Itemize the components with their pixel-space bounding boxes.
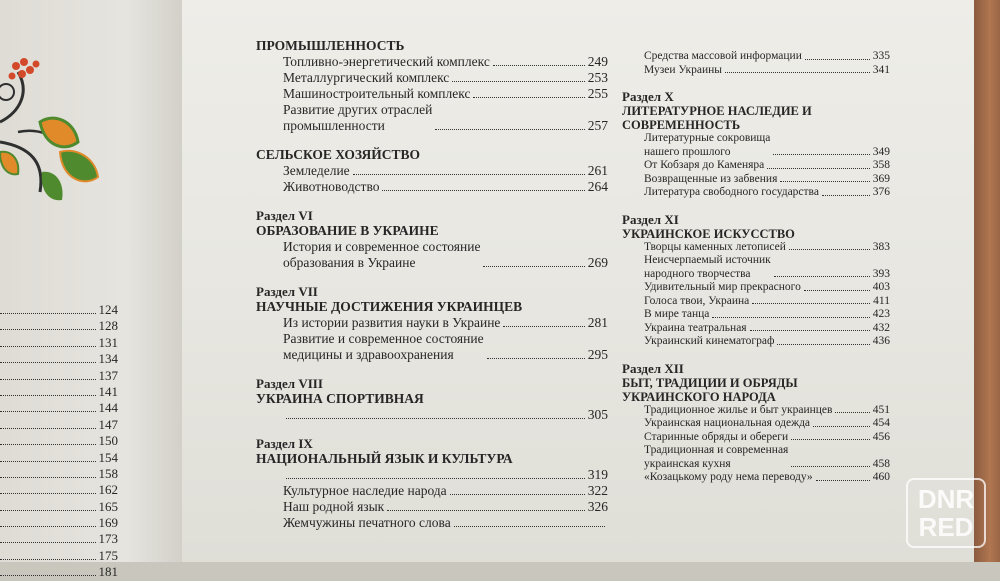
toc-entry[interactable] bbox=[256, 331, 608, 363]
left-number-row: 131 bbox=[0, 335, 118, 351]
watermark-line-1: DNR bbox=[917, 484, 975, 514]
dot-leader bbox=[487, 358, 585, 359]
toc-entry[interactable] bbox=[622, 295, 890, 309]
entry-title: Удивительный мир прекрасного bbox=[644, 281, 801, 293]
dot-leader bbox=[750, 330, 870, 331]
dot-leader bbox=[773, 154, 869, 155]
left-number-row: 158 bbox=[0, 466, 118, 482]
dot-leader bbox=[791, 466, 869, 467]
section-title: ПРОМЫШЛЕННОСТЬ bbox=[256, 38, 405, 53]
entry-page-number: 423 bbox=[872, 308, 890, 320]
left-number-row: 165 bbox=[0, 499, 118, 515]
toc-section bbox=[622, 361, 890, 485]
dot-leader bbox=[712, 317, 869, 318]
toc-right-column bbox=[622, 50, 890, 497]
entry-page-number: 335 bbox=[872, 50, 890, 62]
entry-title: Старинные обряды и обереги bbox=[644, 430, 789, 443]
entry-page-number: 369 bbox=[872, 172, 890, 185]
entry-title: Украина театральная bbox=[644, 321, 747, 334]
toc-section bbox=[256, 38, 608, 134]
dot-leader bbox=[483, 266, 584, 267]
entry-page-number: 454 bbox=[872, 417, 890, 429]
toc-entry[interactable] bbox=[622, 471, 890, 485]
section-title: ОБРАЗОВАНИЕ В УКРАИНЕ bbox=[256, 223, 439, 238]
dot-leader bbox=[789, 249, 870, 250]
toc-entry[interactable] bbox=[256, 499, 608, 515]
left-number-row: 150 bbox=[0, 433, 118, 449]
entry-page-number: 436 bbox=[872, 335, 890, 347]
entry-title: Средства массовой информации bbox=[644, 50, 802, 62]
toc-entry[interactable] bbox=[256, 102, 608, 134]
dot-leader bbox=[774, 276, 870, 277]
dot-leader bbox=[725, 72, 870, 73]
toc-entry[interactable] bbox=[256, 315, 608, 331]
entry-page-number: 269 bbox=[587, 255, 608, 270]
left-page bbox=[0, 0, 182, 580]
dot-leader bbox=[382, 190, 584, 191]
entry-title: Неисчерпаемый источник народного творчества bbox=[644, 254, 771, 280]
toc-entry[interactable] bbox=[622, 322, 890, 336]
entry-page-number: 376 bbox=[872, 186, 890, 198]
dot-leader bbox=[777, 344, 869, 345]
dot-leader bbox=[804, 290, 870, 291]
entry-page-number: 411 bbox=[873, 294, 890, 307]
toc-entry[interactable] bbox=[256, 163, 608, 179]
section-label: Раздел VIII bbox=[256, 376, 323, 391]
entry-title: В мире танца bbox=[644, 308, 710, 320]
toc-entry[interactable] bbox=[256, 70, 608, 86]
entry-title: Из истории развития науки в Украине bbox=[283, 315, 501, 330]
entry-page-number: 451 bbox=[872, 403, 890, 416]
toc-entry[interactable] bbox=[256, 407, 608, 423]
toc-entry[interactable] bbox=[622, 254, 890, 281]
toc-entry[interactable] bbox=[256, 179, 608, 195]
dot-leader bbox=[473, 97, 584, 98]
entry-page-number: 456 bbox=[872, 430, 890, 443]
entry-page-number: 261 bbox=[587, 163, 608, 178]
toc-entry[interactable] bbox=[256, 86, 608, 102]
entry-page-number: 349 bbox=[872, 145, 890, 158]
section-label: Раздел IX bbox=[256, 436, 313, 451]
entry-title: Наш родной язык bbox=[283, 499, 385, 514]
entry-title: Топливно-энергетический комплекс bbox=[283, 54, 490, 69]
dot-leader bbox=[503, 326, 584, 327]
entry-title: Возвращенные из забвения bbox=[644, 172, 778, 185]
dot-leader bbox=[387, 510, 585, 511]
dot-leader bbox=[780, 181, 869, 182]
entry-page-number: 383 bbox=[872, 240, 890, 253]
toc-entry[interactable] bbox=[622, 173, 890, 187]
toc-section bbox=[622, 89, 890, 200]
toc-middle-column bbox=[256, 38, 608, 544]
left-number-row: 154 bbox=[0, 450, 118, 466]
toc-entry[interactable] bbox=[622, 417, 890, 431]
entry-page-number: 305 bbox=[587, 407, 608, 422]
toc-entry[interactable] bbox=[622, 50, 890, 64]
dot-leader bbox=[813, 426, 870, 427]
toc-entry[interactable] bbox=[622, 281, 890, 295]
dot-leader bbox=[791, 439, 870, 440]
dot-leader bbox=[752, 303, 870, 304]
toc-section bbox=[256, 436, 608, 531]
section-title: СЕЛЬСКОЕ ХОЗЯЙСТВО bbox=[256, 147, 420, 162]
left-number-row: 141 bbox=[0, 384, 118, 400]
toc-entry[interactable] bbox=[622, 159, 890, 173]
dot-leader bbox=[450, 494, 585, 495]
dot-leader bbox=[822, 195, 870, 196]
entry-title: Животноводство bbox=[283, 179, 380, 194]
entry-page-number: 358 bbox=[872, 159, 890, 171]
toc-entry[interactable] bbox=[622, 241, 890, 255]
toc-entry[interactable] bbox=[622, 404, 890, 418]
entry-page-number: 341 bbox=[872, 63, 890, 76]
section-label: Раздел VII bbox=[256, 284, 318, 299]
toc-entry[interactable] bbox=[622, 431, 890, 445]
toc-section bbox=[256, 376, 608, 423]
entry-page-number: 295 bbox=[587, 347, 608, 362]
entry-title: История и современное состояние образования в Украине bbox=[283, 239, 481, 270]
dot-leader bbox=[816, 480, 870, 481]
left-number-row: 137 bbox=[0, 368, 118, 384]
entry-page-number: 264 bbox=[587, 179, 608, 194]
entry-title: От Кобзаря до Каменяра bbox=[644, 159, 765, 171]
entry-title: Машиностроительный комплекс bbox=[283, 86, 471, 101]
entry-page-number: 458 bbox=[872, 457, 890, 470]
left-number-row: 173 bbox=[0, 531, 118, 547]
toc-entry[interactable] bbox=[256, 54, 608, 70]
toc-entry[interactable] bbox=[622, 186, 890, 200]
left-number-row: 134 bbox=[0, 351, 118, 367]
entry-page-number: 253 bbox=[587, 70, 608, 85]
entry-page-number: 403 bbox=[872, 281, 890, 293]
dot-leader bbox=[353, 174, 585, 175]
toc-entry[interactable] bbox=[622, 64, 890, 78]
dot-leader bbox=[835, 412, 869, 413]
section-label: Раздел XII bbox=[622, 360, 684, 376]
toc-entry[interactable] bbox=[256, 515, 608, 531]
entry-title: Голоса твои, Украина bbox=[644, 294, 750, 307]
dot-leader bbox=[435, 129, 584, 130]
entry-page-number: 460 bbox=[872, 471, 890, 483]
dot-leader bbox=[454, 526, 605, 527]
dot-leader bbox=[286, 478, 585, 479]
left-number-row: 162 bbox=[0, 482, 118, 498]
entry-page-number: 393 bbox=[872, 267, 890, 280]
left-number-row: 175 bbox=[0, 548, 118, 564]
entry-title: Музеи Украины bbox=[644, 63, 722, 76]
entry-page-number: 322 bbox=[587, 483, 608, 498]
left-number-row: 181 bbox=[0, 564, 118, 580]
left-number-row: 144 bbox=[0, 400, 118, 416]
toc-entry[interactable] bbox=[622, 444, 890, 471]
entry-title: «Козацькому роду нема переводу» bbox=[644, 471, 813, 483]
section-label: Раздел VI bbox=[256, 208, 313, 223]
section-label: Раздел XI bbox=[622, 211, 679, 227]
watermark-line-2: RED bbox=[918, 512, 974, 542]
left-number-row: 128 bbox=[0, 318, 118, 334]
entry-title: Литературные сокровища нашего прошлого bbox=[644, 132, 771, 158]
section-title: НАУЧНЫЕ ДОСТИЖЕНИЯ УКРАИНЦЕВ bbox=[256, 299, 523, 314]
section-label: Раздел X bbox=[622, 89, 674, 104]
dot-leader bbox=[286, 418, 585, 419]
toc-entry[interactable] bbox=[622, 335, 890, 349]
toc-section bbox=[256, 147, 608, 195]
entry-page-number: 326 bbox=[587, 499, 608, 514]
toc-section bbox=[622, 212, 890, 349]
section-title: УКРАИНСКОЕ ИСКУССТВО bbox=[622, 226, 795, 241]
dot-leader bbox=[805, 59, 870, 60]
toc-section bbox=[256, 208, 608, 271]
entry-title: Металлургический комплекс bbox=[283, 70, 450, 85]
toc-entry[interactable] bbox=[256, 239, 608, 271]
entry-page-number: 257 bbox=[587, 118, 608, 133]
floral-ornament-icon bbox=[0, 52, 110, 212]
left-number-row: 124 bbox=[0, 302, 118, 318]
toc-entry[interactable] bbox=[622, 308, 890, 322]
section-title: БЫТ, ТРАДИЦИИ И ОБРЯДЫ УКРАИНСКОГО НАРОДА bbox=[622, 375, 798, 404]
entry-title: Украинский кинематограф bbox=[644, 335, 775, 347]
entry-title: Украинская национальная одежда bbox=[644, 417, 811, 429]
entry-title: Культурное наследие народа bbox=[283, 483, 447, 498]
left-number-row: 147 bbox=[0, 417, 118, 433]
entry-page-number: 249 bbox=[587, 54, 608, 69]
toc-entry[interactable] bbox=[256, 483, 608, 499]
watermark-logo bbox=[906, 478, 986, 548]
dot-leader bbox=[452, 81, 584, 82]
left-page-numbers bbox=[0, 302, 118, 581]
entry-title: Развитие других отраслей промышленности bbox=[283, 102, 433, 133]
toc-entry[interactable] bbox=[622, 132, 890, 159]
entry-page-number: 281 bbox=[587, 315, 608, 330]
dot-leader bbox=[767, 168, 870, 169]
entry-title: Земледелие bbox=[283, 163, 350, 178]
entry-title: Традиционная и современная украинская кухня bbox=[644, 444, 789, 470]
section-title: НАЦИОНАЛЬНЫЙ ЯЗЫК И КУЛЬТУРА bbox=[256, 451, 513, 466]
entry-title: Литература свободного государства bbox=[644, 186, 819, 198]
entry-title: Творцы каменных летописей bbox=[644, 240, 786, 253]
entry-title: Жемчужины печатного слова bbox=[283, 515, 451, 530]
entry-page-number: 319 bbox=[587, 467, 608, 482]
toc-entry[interactable] bbox=[256, 467, 608, 483]
section-title: УКРАИНА СПОРТИВНАЯ bbox=[256, 391, 424, 406]
entry-page-number: 432 bbox=[872, 321, 890, 334]
toc-section bbox=[622, 50, 890, 77]
section-title: ЛИТЕРАТУРНОЕ НАСЛЕДИЕ И СОВРЕМЕННОСТЬ bbox=[622, 104, 812, 132]
entry-page-number: 255 bbox=[587, 86, 608, 101]
left-number-row: 169 bbox=[0, 515, 118, 531]
entry-title: Традиционное жилье и быт украинцев bbox=[644, 403, 833, 416]
dot-leader bbox=[493, 65, 585, 66]
toc-section bbox=[256, 284, 608, 363]
entry-title: Развитие и современное состояние медицины и здравоохранения bbox=[283, 331, 484, 362]
